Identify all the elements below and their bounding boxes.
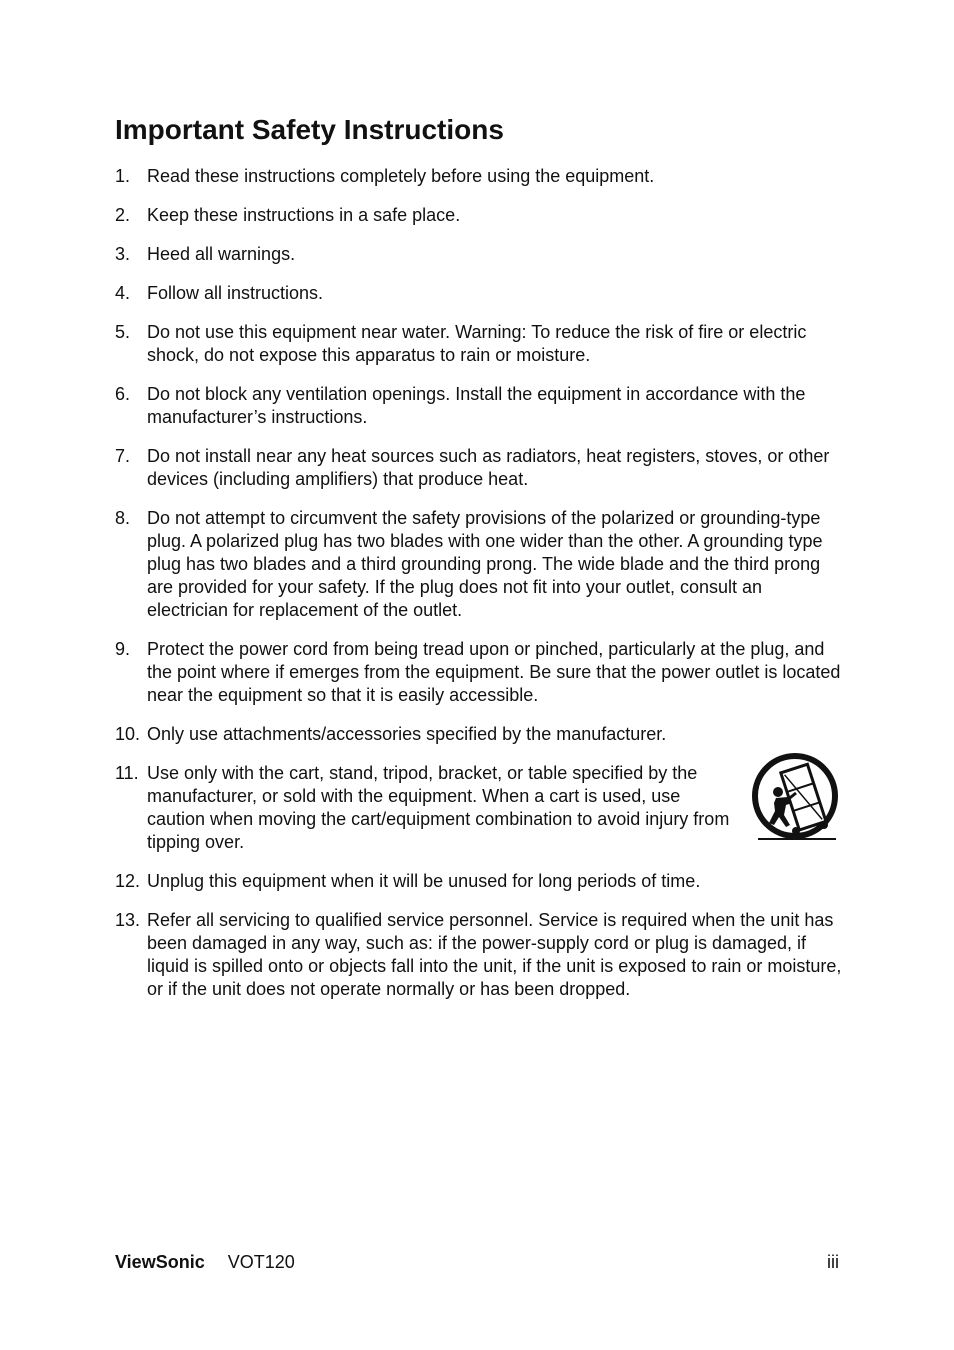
item-text: Keep these instructions in a safe place.: [147, 205, 461, 225]
item-number: 7.: [115, 446, 131, 466]
list-item: [115, 165, 842, 188]
item-number: 2.: [115, 205, 131, 225]
list-item: [115, 321, 842, 367]
item-number: 10.: [115, 724, 141, 744]
list-item: [115, 723, 842, 746]
item-number: 8.: [115, 508, 131, 528]
item-text: Follow all instructions.: [147, 283, 324, 303]
footer-model: VOT120: [227, 1252, 295, 1272]
item-number: 13.: [115, 910, 141, 930]
cart-tip-over-warning-icon: [752, 753, 842, 845]
item-number: 6.: [115, 384, 131, 404]
list-item: [115, 243, 842, 266]
list-item: [115, 445, 842, 491]
item-text: Unplug this equipment when it will be unused for long periods of time.: [147, 871, 701, 891]
item-number: 5.: [115, 322, 131, 342]
item-text: Do not block any ventilation openings. Install the equipment in accordance with the manufacturer’s instructions.: [147, 384, 806, 427]
item-text: Use only with the cart, stand, tripod, bracket, or table specified by the manufacturer, or sold with the equipment. When a cart is used, use caution when moving the cart/equipment combination to avoid injury from tipping over.: [147, 763, 730, 852]
item-text: Heed all warnings.: [147, 244, 296, 264]
page-title: Important Safety Instructions: [115, 114, 504, 145]
page-number: iii: [827, 1252, 839, 1272]
list-item: [115, 507, 842, 622]
list-item: [115, 282, 842, 305]
list-item: [115, 762, 842, 854]
item-text: Do not use this equipment near water. Warning: To reduce the risk of fire or electric shock, do not expose this apparatus to rain or moisture.: [147, 322, 807, 365]
list-item: [115, 909, 842, 1001]
item-number: 4.: [115, 283, 131, 303]
item-number: 3.: [115, 244, 131, 264]
list-item: [115, 638, 842, 707]
item-number: 12.: [115, 871, 141, 891]
list-item: [115, 870, 842, 893]
item-text: Refer all servicing to qualified service personnel. Service is required when the unit has been damaged in any way, such as: if the power-supply cord or plug is damaged, if liquid is spilled onto or objects fall into the unit, if the unit is exposed to rain or moisture, or if the unit does not operate normally or has been dropped.: [147, 910, 842, 999]
item-number: 9.: [115, 639, 131, 659]
page-footer: [115, 1250, 839, 1274]
item-text: Only use attachments/accessories specified by the manufacturer.: [147, 724, 667, 744]
item-text: Protect the power cord from being tread upon or pinched, particularly at the plug, and the point where if emerges from the equipment. Be sure that the power outlet is located near the equipment so that it is easily accessible.: [147, 639, 841, 705]
footer-brand: ViewSonic: [115, 1252, 205, 1272]
list-item: [115, 204, 842, 227]
item-text: Do not install near any heat sources such as radiators, heat registers, stoves, or other devices (including amplifiers) that produce heat.: [147, 446, 830, 489]
list-item: [115, 383, 842, 429]
safety-instructions-list: [115, 165, 842, 1017]
item-number: 11.: [115, 763, 139, 783]
item-text: Read these instructions completely before using the equipment.: [147, 166, 655, 186]
item-text: Do not attempt to circumvent the safety provisions of the polarized or grounding-type plug. A polarized plug has two blades with one wider than the other. A grounding type plug has two blades and a third grounding prong. The wide blade and the third prong are provided for your safety. If the plug does not fit into your outlet, consult an electrician for replacement of the outlet.: [147, 508, 823, 620]
item-number: 1.: [115, 166, 131, 186]
